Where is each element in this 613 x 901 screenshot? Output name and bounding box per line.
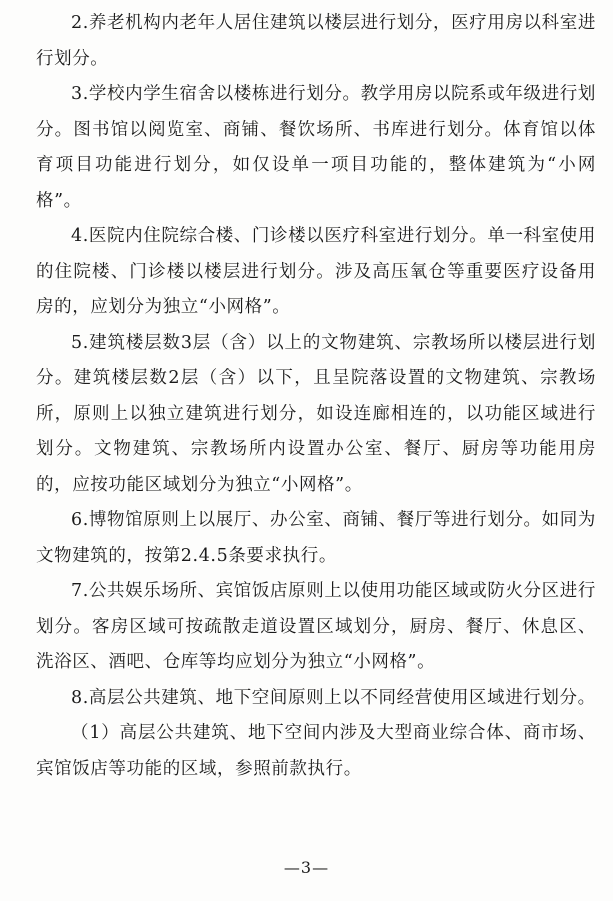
paragraph-item-4: 4.医院内住院综合楼、门诊楼以医疗科室进行划分。单一科室使用的住院楼、门诊楼以楼层进行划分。涉及高压氧仓等重要医疗设备用房的，应划分为独立“小网格”。 — [36, 226, 596, 317]
paragraph-item-8: 8.高层公共建筑、地下空间原则上以不同经营使用区域进行划分。 — [71, 687, 596, 708]
document-body — [36, 6, 596, 787]
paragraph-item-6: 6.博物馆原则上以展厅、办公室、商铺、餐厅等进行划分。如同为文物建筑的，按第2.4.5条要求执行。 — [36, 510, 596, 566]
paragraph-item-5: 5.建筑楼层数3层（含）以上的文物建筑、宗教场所以楼层进行划分。建筑楼层数2层（含）以下，且呈院落设置的文物建筑、宗教场所，原则上以独立建筑进行划分，如设连廊相连的，以功能区域进行划分。文物建筑、宗教场所内设置办公室、餐厅、厨房等功能用房的，应按功能区域划分为独立“小网格”。 — [36, 332, 596, 495]
paragraph-item-7: 7.公共娱乐场所、宾馆饭店原则上以使用功能区域或防火分区进行划分。客房区域可按疏散走道设置区域划分，厨房、餐厅、休息区、洗浴区、酒吧、仓库等均应划分为独立“小网格”。 — [36, 581, 596, 672]
paragraph-item-2: 2.养老机构内老年人居住建筑以楼层进行划分，医疗用房以科室进行划分。 — [36, 13, 596, 69]
paragraph-subitem-1: （1）高层公共建筑、地下空间内涉及大型商业综合体、商市场、宾馆饭店等功能的区域，参照前款执行。 — [36, 723, 596, 779]
paragraph-item-3: 3.学校内学生宿舍以楼栋进行划分。教学用房以院系或年级进行划分。图书馆以阅览室、商铺、餐饮场所、书库进行划分。体育馆以体育项目功能进行划分，如仅设单一项目功能的，整体建筑为“小网格”。 — [36, 84, 596, 211]
page-number: —3— — [283, 858, 330, 877]
